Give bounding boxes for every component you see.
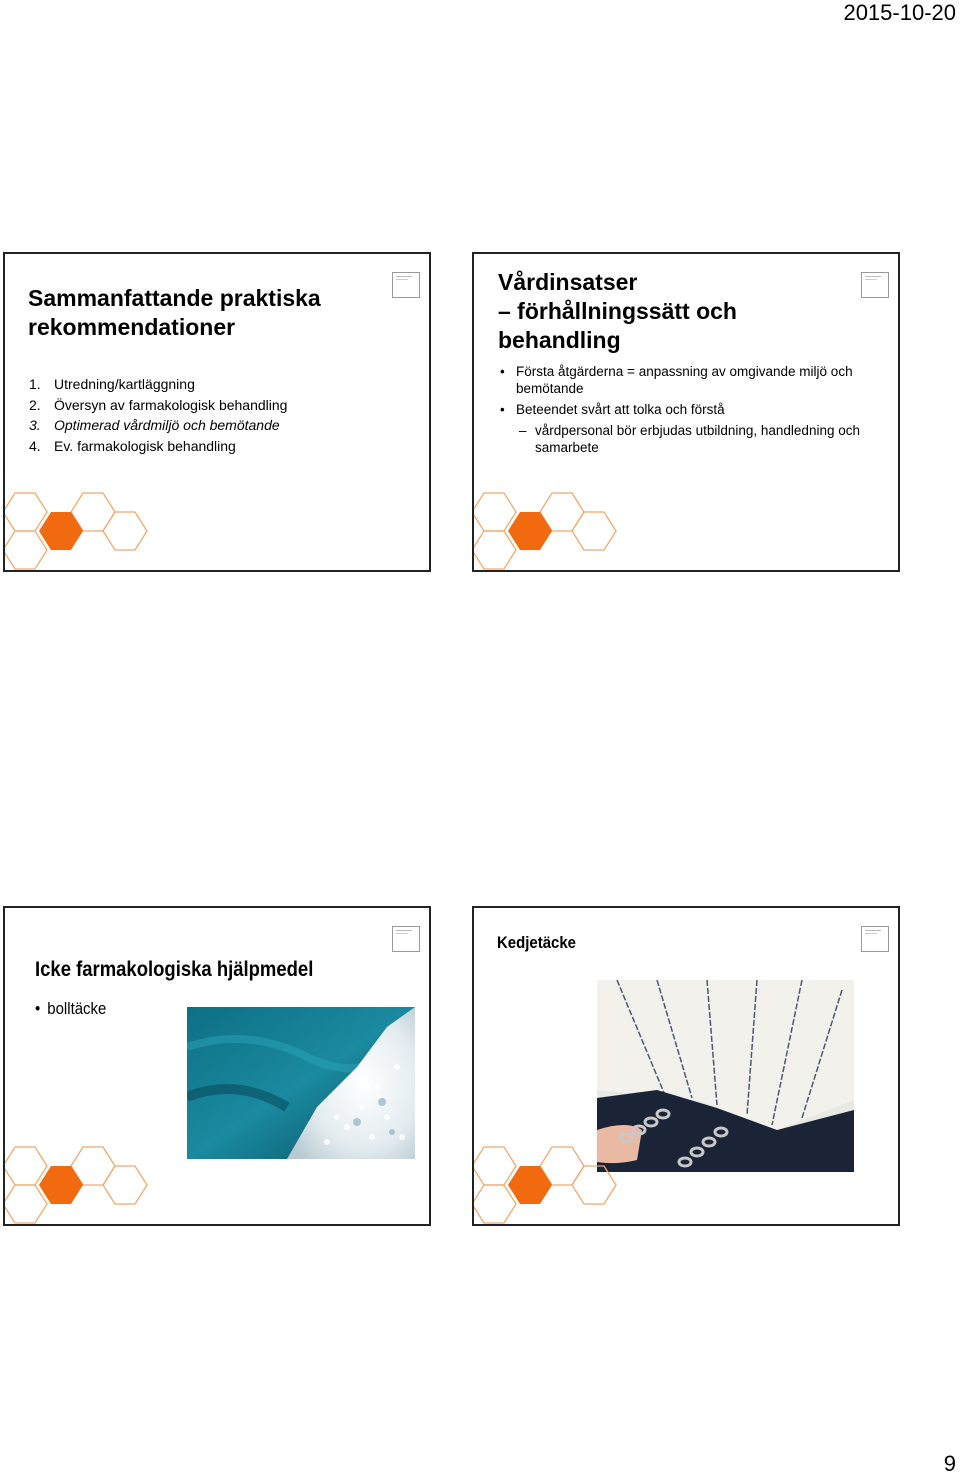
- logo-placeholder-icon: [392, 272, 420, 298]
- list-item: 4. Ev. farmakologisk behandling: [29, 437, 236, 454]
- recommendation-list: [29, 374, 287, 456]
- hexagon-decoration-icon: [474, 1144, 624, 1224]
- slide-summary: [3, 252, 431, 572]
- logo-placeholder-icon: [861, 272, 889, 298]
- slide-chain-blanket: [472, 906, 900, 1226]
- hexagon-decoration-icon: [5, 490, 155, 570]
- list-item: • bolltäcke: [35, 999, 107, 1018]
- list-item: 3. Optimerad vårdmiljö och bemötande: [29, 417, 280, 433]
- hexagon-decoration-icon: [474, 490, 624, 570]
- blanket-with-beads-photo: [187, 1007, 415, 1159]
- logo-placeholder-icon: [861, 926, 889, 952]
- sub-list-item: – vårdpersonal bör erbjudas utbildning, handledning och samarbete: [500, 422, 880, 456]
- list-item: 2. Översyn av farmakologisk behandling: [29, 396, 288, 413]
- slide-title: Kedjetäcke: [497, 933, 577, 952]
- chain-blanket-photo: [597, 980, 854, 1172]
- bullet-list: [500, 363, 880, 456]
- slide-title: Vårdinsatser – förhållningssätt och behandling: [498, 269, 737, 353]
- hexagon-decoration-icon: [5, 1144, 155, 1224]
- slide-non-pharma-aids: [3, 906, 431, 1226]
- page-date: 2015-10-20: [843, 0, 956, 25]
- list-item: 1. Utredning/kartläggning: [29, 376, 195, 392]
- slide-care-interventions: [472, 252, 900, 572]
- slide-title: Icke farmakologiska hjälpmedel: [35, 958, 314, 981]
- logo-placeholder-icon: [392, 926, 420, 952]
- list-item: • Första åtgärderna = anpassning av omgivande miljö och bemötande: [500, 363, 880, 397]
- list-item: • Beteendet svårt att tolka och förstå: [500, 401, 880, 418]
- page-number: 9: [943, 1451, 956, 1476]
- slide-title: Sammanfattande praktiska rekommendationer: [28, 285, 321, 340]
